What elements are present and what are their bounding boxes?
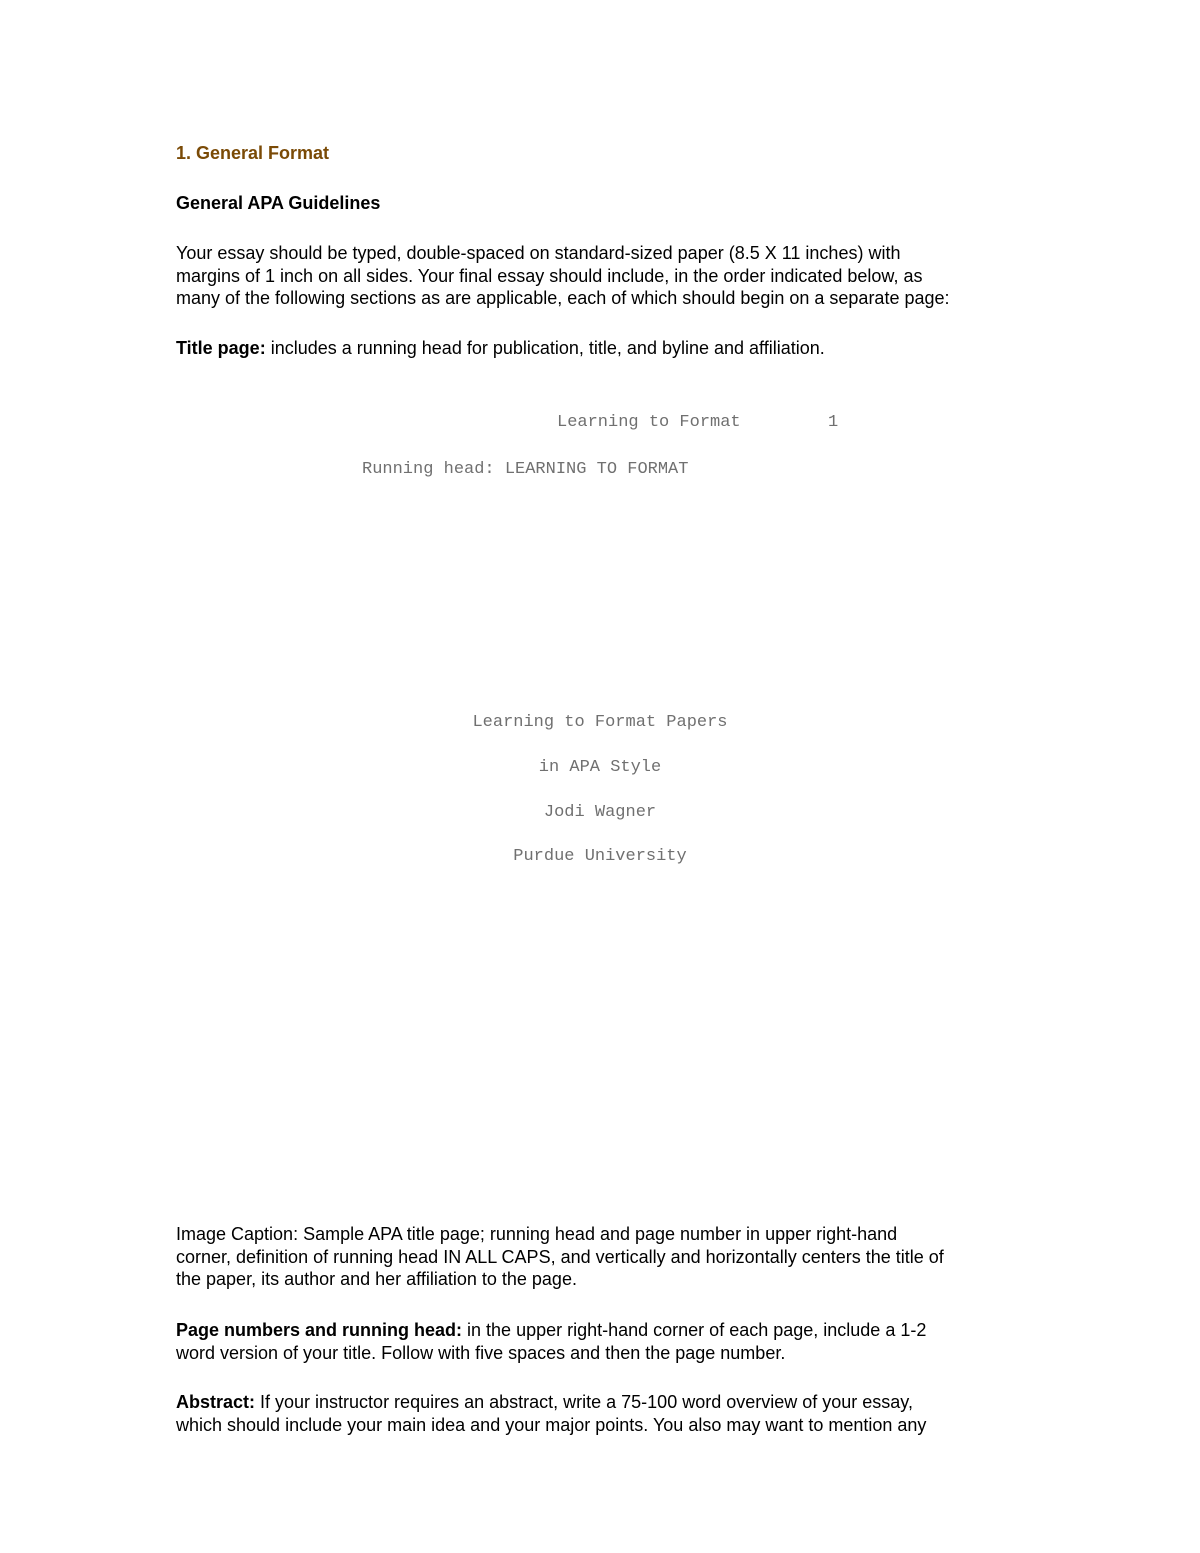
page-numbers-label: Page numbers and running head: [176,1320,463,1340]
page-numbers-line: word version of your title. Follow with five spaces and then the page number. [176,1342,786,1363]
caption-line: the paper, its author and her affiliation to the page. [176,1269,577,1290]
abstract-text: If your instructor requires an abstract, write a 75-100 word overview of your essay, [255,1392,913,1412]
intro-line: Your essay should be typed, double-spaced on standard-sized paper (8.5 X 11 inches) with [176,243,901,263]
page-numbers-text: in the upper right-hand corner of each page, include a 1-2 [462,1320,927,1340]
title-page-text: includes a running head for publication, title, and byline and affiliation. [265,338,825,358]
abstract-label: Abstract: [176,1392,256,1412]
sample-author: Jodi Wagner [543,803,657,822]
sample-page-number: 1 [828,413,839,432]
page-numbers-line [176,1319,1036,1342]
abstract-line [176,1391,1036,1414]
sample-affiliation: Purdue University [513,847,687,866]
title-page-line [176,337,1036,360]
subheading: General APA Guidelines [176,193,381,213]
intro-line: margins of 1 inch on all sides. Your final essay should include, in the order indicated below, as [176,265,923,286]
sample-running-head: Running head: LEARNING TO FORMAT [362,460,689,479]
sample-title-line-2: in APA Style [538,758,662,777]
intro-paragraph [176,242,1036,310]
title-page-label: Title page: [176,338,266,358]
sample-header-title: Learning to Format [557,413,741,432]
caption-line: corner, definition of running head IN ALL CAPS, and vertically and horizontally centers the title of [176,1246,944,1267]
image-caption [176,1223,1036,1291]
abstract-paragraph [176,1391,1036,1436]
intro-line: many of the following sections as are applicable, each of which should begin on a separate page: [176,288,950,309]
title-page-paragraph [176,337,1036,360]
abstract-line: which should include your main idea and your major points. You also may want to mention any [176,1414,927,1435]
section-title: 1. General Format [176,143,330,163]
page-numbers-paragraph [176,1319,1036,1364]
caption-line: Image Caption: Sample APA title page; running head and page number in upper right-hand [176,1224,898,1244]
sample-title-line-1: Learning to Format Papers [472,713,728,732]
